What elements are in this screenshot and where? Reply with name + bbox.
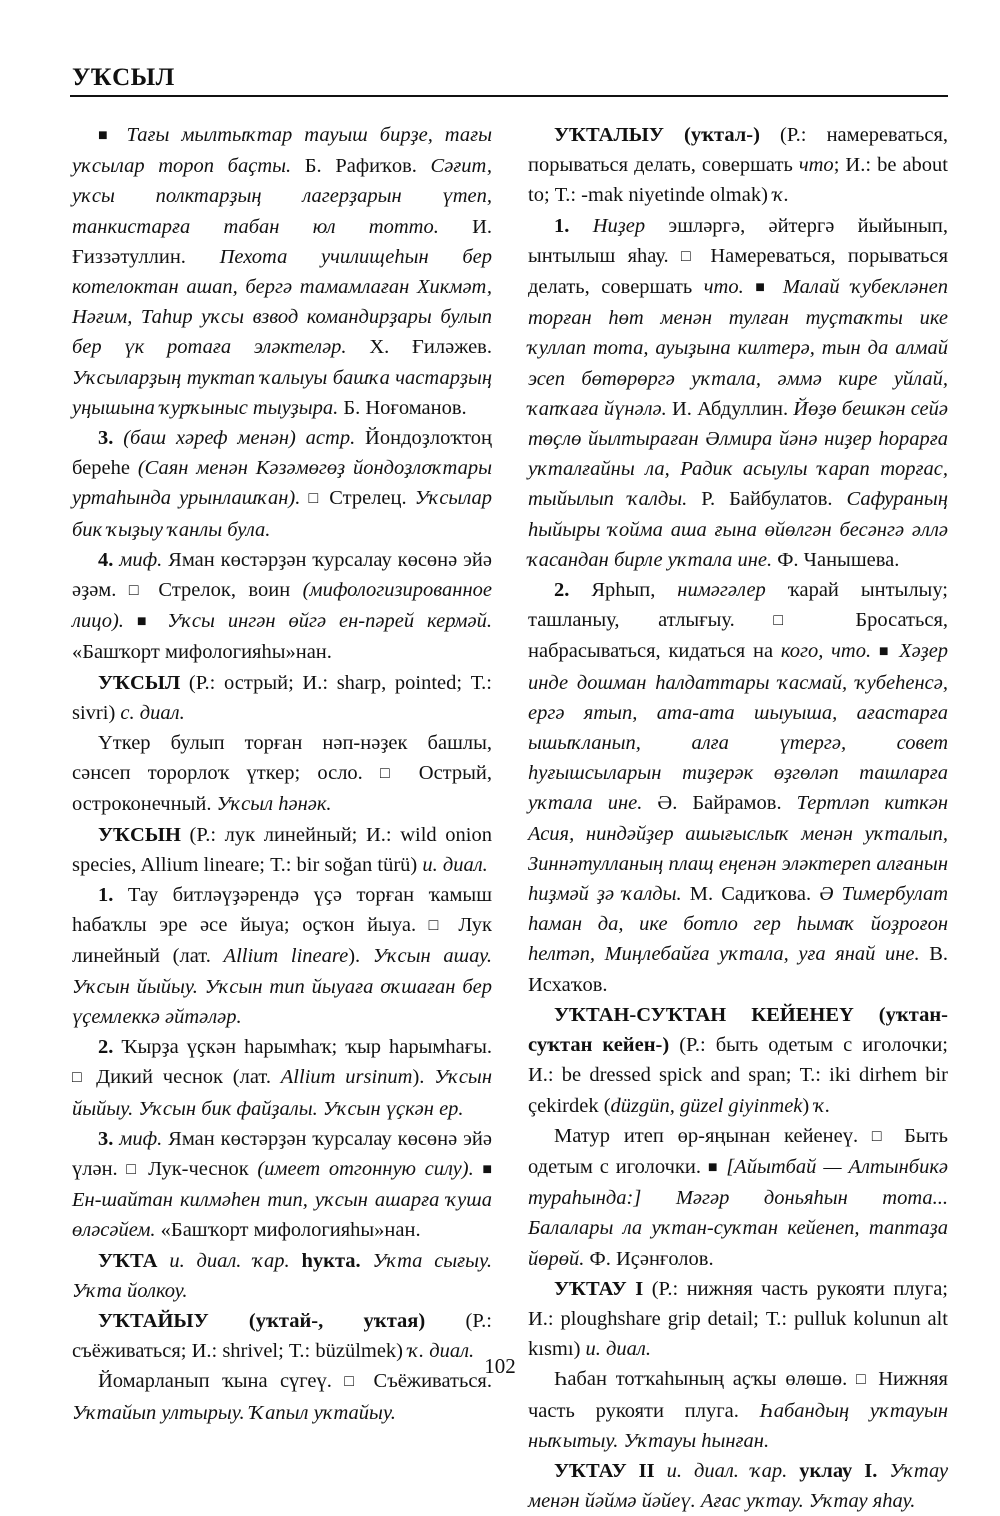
dictionary-entry: УҠТАУ I (Р.: нижняя часть рукояти плуга; И.: ploughshare grip detail; Т.: pulluk kolunun alt kısmı) и. диал. (528, 1277, 948, 1361)
running-head: УҠСЫЛ (72, 64, 175, 91)
sense-paragraph: Матур итеп өр-яңынан кейенеү. □ Быть одетым с иголочки. ■ [Айытбай — Алтынбикә турaһында:] Мәгәр доньяһын тота... Балалары ла уҡтан-суҡтан кейенеп, таптаҙа йөрөй. Ф. Иҫәнғолов. (528, 1124, 949, 1270)
sense-paragraph: 2. Ярһып, нимәгәлер ҡарай ынтылыу; ташланыу, атлығыу. □ Бросаться, набрасываться, кидаться на кого, что. ■ Хәҙер инде дошман һалдаттары ҡасмай, ҡубеһенсә, ергә ятып, ата-ата шыуыша, ағастарға ышыҡланып, алға үтергә, совет һуғышсыларын тиҙерәк өҙгөләп ташларға уҡтала ине. Ә. Байрамов. Тертләп киткән Асия, ниндәйҙер ашығыслыҡ менән уҡталып, Зиннәтулланың плащ еңенән эләктереп алғанын һиҙмәй ҙә ҡалды. М. Садиҡова. Ә Тимербулат һаман да, ике ботло гер һымаҡ йоҙроғон һелтәп, Миңлебайға уҡтала, уға янай ине. В. Исхаҡов. (528, 579, 949, 996)
left-column (72, 120, 492, 1428)
sense-paragraph: 3. миф. Яман көстәрҙән ҡурсалау көсөнә эйә үлән. □ Лук-чеснок (имеет отгонную силу). ■ Ен-шайтан килмәһен тип, уҡсын ашарға ҡуша өләсәйем. «Башҡорт мифологияһы»нан. (72, 1127, 492, 1242)
right-column (528, 120, 948, 1516)
sense-paragraph: 1. Ниҙер эшләргә, әйтергә йыйынып, ынтылыш яһау. □ Намереваться, порываться делать, совершать что. ■ Малай ҡубекләнеп торған һөт менән тулған туҫтаҡты ике ҡуллап тота, ауыҙына килтерә, тын да алмай эсеп бөтөрөргә уҡтала, әммә кире уйлай, ҡапҡаға йүнәлә. И. Абдуллин. Йөҙө бешкән сейә төҫлө йылтыраған Әлмира йәнә ниҙер һорарға уҡталғайны ла, Радик асыулы ҡарап торғас, тыйылып ҡалды. Р. Байбулатов. Сафураның һыйыры ҡойма аша ғына өйөлгән бесәнгә әллә ҡасандан бирле уҡтала ине. Ф. Чанышева. (528, 214, 949, 571)
dictionary-entry: УҠТАУ II и. диал. ҡар. уклау I. Уҡтау менән йәймә йәйеү. Ағас уҡтау. Уҡтау яһау. (528, 1459, 949, 1513)
dictionary-entry: УҠТАН-СУҠТАН КЕЙЕНЕҮ (уҡтан-суҡтан кейен-) (Р.: быть одетым с иголочки; И.: be dressed spick and span; Т.: iki dirhem bir çekirdek (düzgün, güzel giyinmek) ҡ. (528, 1003, 948, 1117)
dictionary-entry: УҠСЫЛ (Р.: острый; И.: sharp, pointed; Т.: sivri) с. диал. (72, 671, 492, 724)
sense-paragraph: Үткер булып торған нәп-нәҙек башлы, сәнсеп торорлоҡ үткер; осло. □ Острый, остроконечный. Уҡсыл һәнәк. (72, 732, 493, 816)
header-rule (70, 95, 948, 97)
page-number: 102 (484, 1354, 516, 1378)
sense-paragraph: 4. миф. Яман көстәрҙән ҡурсалау көсөнә эйә әҙәм. □ Стрелок, воин (мифологизированное лицо). ■ Уҡсы ингән өйгә ен-пәрей кермәй. «Башҡорт мифологияһы»нан. (72, 548, 492, 664)
sense-paragraph: ■ Тағы мылтыҡтар тауыш бирҙе, тағы уҡсылар тороп баҫты. Б. Рафиҡов. Сәғит, уҡсы полктарҙың лагерҙарын үтеп, танкистарға табан юл тотто. И. Ғиззәтуллин. Пехота училищеһын бер котелоктан ашап, бергә тамамлаған Хикмәт, Нәғим, Таһир уҡсы взвод командирҙары булып бер үк ротаға эләктеләр. Х. Ғиләжев. Уҡсыларҙың туктап ҡалыуы башҡа частарҙың уңышына ҡурҡыныс тыуҙыра. Б. Ноғоманов. (72, 124, 492, 419)
sense-paragraph: Йомарланып ҡына сүгеү. □ Съёживаться. Уҡтайып ултырыу. Ҡапыл уҡтайыу. (72, 1370, 492, 1424)
dictionary-entry: УҠТАЙЫУ (уҡтай-, уҡтая) (Р.: съёживаться; И.: shrivel; Т.: büzülmek) ҡ. диал. (72, 1309, 492, 1363)
sense-paragraph: 2. Ҡырҙа үҫкән һарымһаҡ; ҡыр һарымһағы. □ Дикий чеснок (лат. Allium ursinum). Уҡсын йыйыу. Уҡсын бик файҙалы. Уҡсын үҫкән ер. (72, 1036, 492, 1120)
sense-paragraph: Һабан тотҡаһының аҫҡы өлөшө. □ Нижняя часть рукояти плуга. Һабандың уҡтауын ныҡытыу. Уҡтауы һынған. (528, 1368, 949, 1452)
dictionary-entry: УҠТАЛЫУ (уҡтал-) (Р.: намереваться, порываться делать, совершать что; И.: be about to; Т.: -mak niyetinde olmak) ҡ. (528, 124, 948, 207)
sense-paragraph: 3. (баш хәреф менән) астр. Йондоҙлоҡтоң береһе (Саян менән Кәзәмөгөҙ йондоҙлоҡтары уртаһында урынлашҡан). □ Стрелец. Уҡсылар бик ҡыҙыу ҡанлы була. (72, 427, 493, 541)
sense-paragraph: 1. Тау битләүҙәрендә үҫә торған ҡамыш һабаҡлы эре әсе йыуа; оҫҡон йыуа. □ Лук линейный (лат. Allium lineare). Уҡсын ашау. Уҡсын йыйыу. Уҡсын тип йыуаға оҡшаған бер үҫемлеккә әйтәләр. (72, 884, 493, 1028)
dictionary-entry: УҠСЫН (Р.: лук линейный; И.: wild onion species, Allium lineare; Т.: bir soğan türü) и. диал. (72, 823, 492, 876)
dictionary-entry: УҠТА и. диал. ҡар. һукта. Уҡта сығыу. Уҡта йолкоу. (72, 1249, 492, 1302)
